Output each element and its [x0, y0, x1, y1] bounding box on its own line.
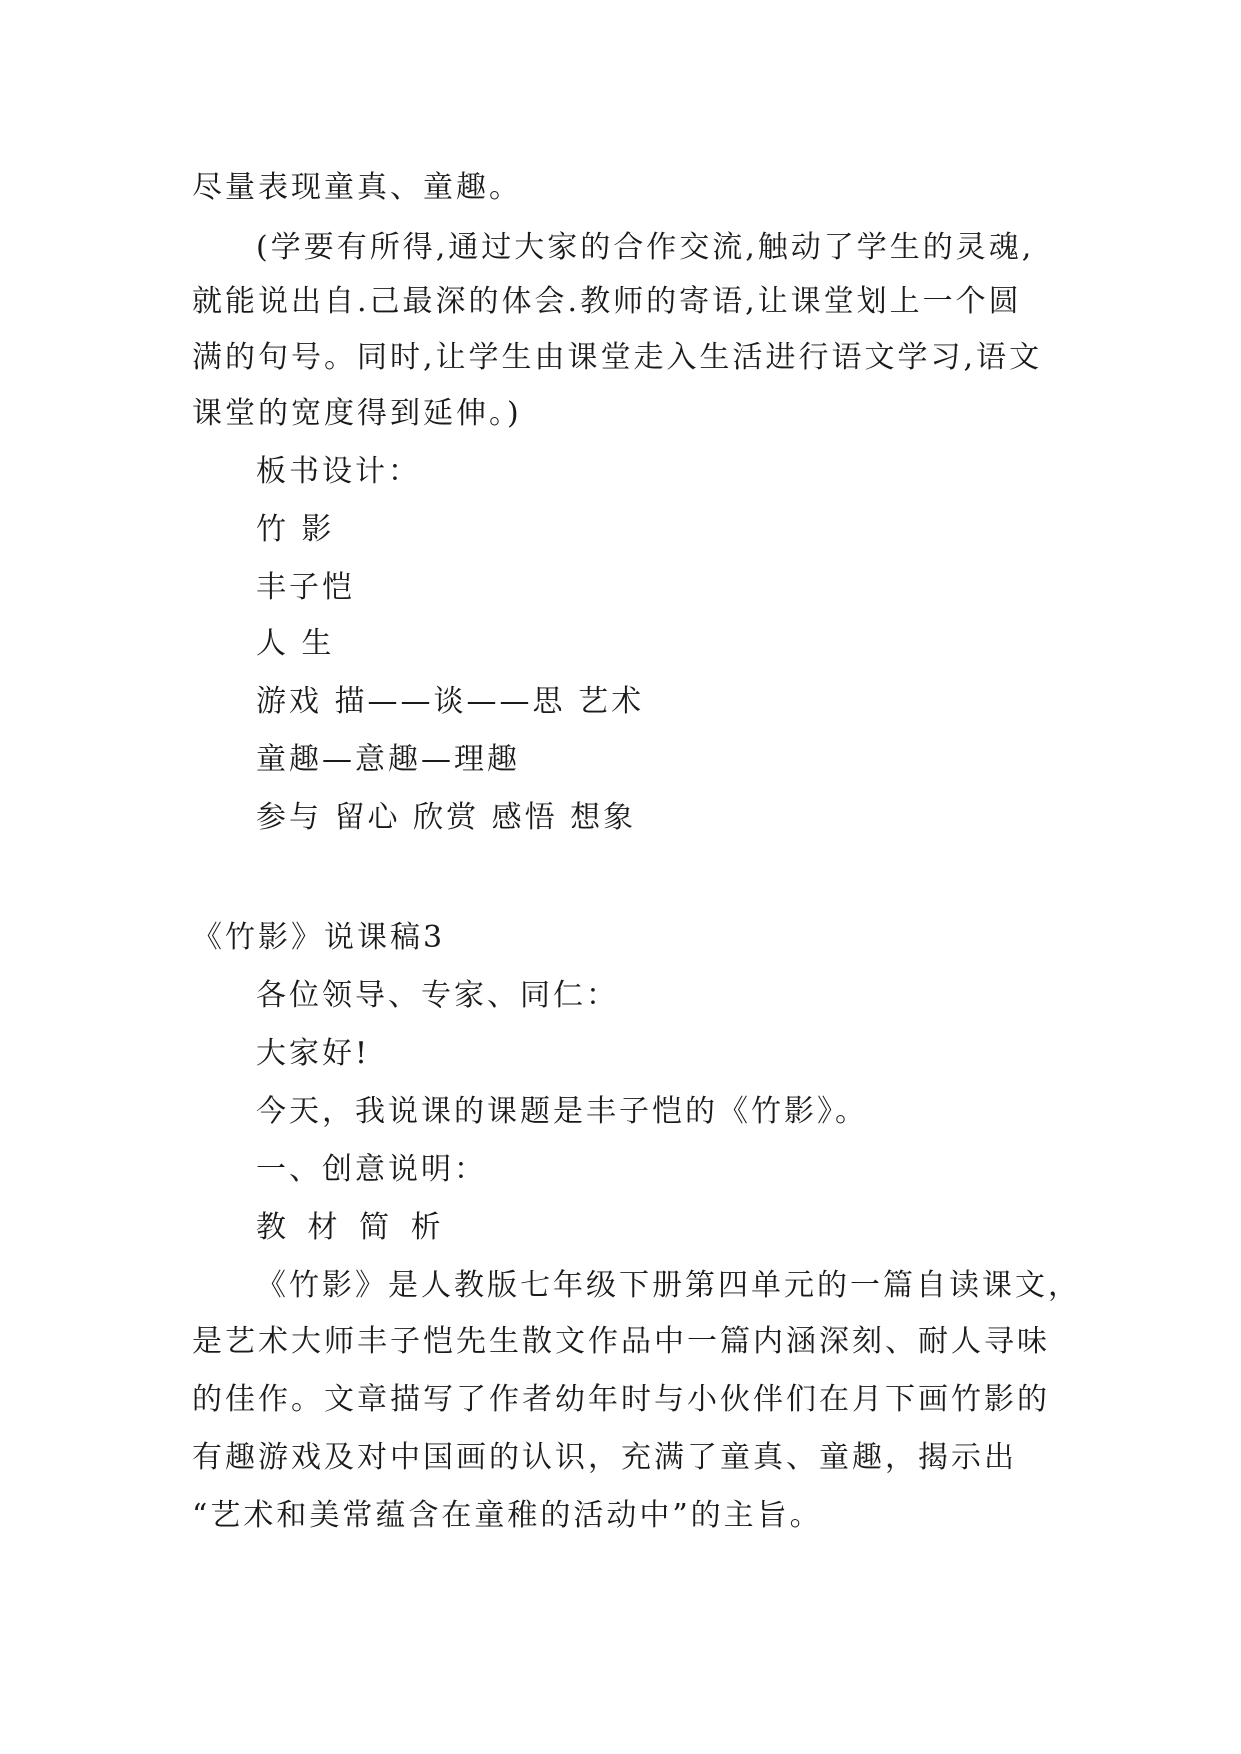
paragraph-line: 课堂的宽度得到延伸。) [192, 396, 522, 431]
subheading: 教 材 简 析 [256, 1210, 447, 1245]
paragraph-line: (学要有所得,通过大家的合作交流,触动了学生的灵魂, [256, 230, 1035, 265]
board-line: 参与 留心 欣赏 感悟 想象 [256, 800, 637, 835]
board-line: 人 生 [256, 626, 335, 661]
paragraph-line: 尽量表现童真、童趣。 [192, 170, 522, 205]
paragraph-line: 的佳作。文章描写了作者幼年时与小伙伴们在月下画竹影的 [192, 1382, 1050, 1417]
greeting-line: 大家好! [256, 1036, 371, 1071]
paragraph-line: 有趣游戏及对中国画的认识，充满了童真、童趣，揭示出 [192, 1440, 1017, 1475]
paragraph-line: 就能说出自.己最深的体会.教师的寄语,让课堂划上一个圆 [192, 284, 1022, 319]
paragraph-line: 《竹影》是人教版七年级下册第四单元的一篇自读课文， [256, 1268, 1081, 1303]
section-title: 《竹影》说课稿3 [192, 920, 446, 955]
paragraph-line: 是艺术大师丰子恺先生散文作品中一篇内涵深刻、耐人寻味 [192, 1324, 1050, 1359]
paragraph-line: 今天，我说课的课题是丰子恺的《竹影》。 [256, 1094, 868, 1129]
paragraph-line: 满的句号。同时,让学生由课堂走入生活进行语文学习,语文 [192, 340, 1043, 375]
board-line: 游戏 描——谈——思 艺术 [256, 684, 645, 719]
board-line: 竹 影 [256, 512, 335, 547]
section-heading: 一、创意说明： [256, 1152, 487, 1187]
paragraph-line: “艺术和美常蕴含在童稚的活动中”的主旨。 [192, 1498, 823, 1533]
greeting-line: 各位领导、专家、同仁： [256, 978, 619, 1013]
board-line: 丰子恺 [256, 570, 355, 605]
board-line: 童趣—意趣—理趣 [256, 742, 520, 777]
board-design-title: 板书设计： [256, 454, 421, 489]
